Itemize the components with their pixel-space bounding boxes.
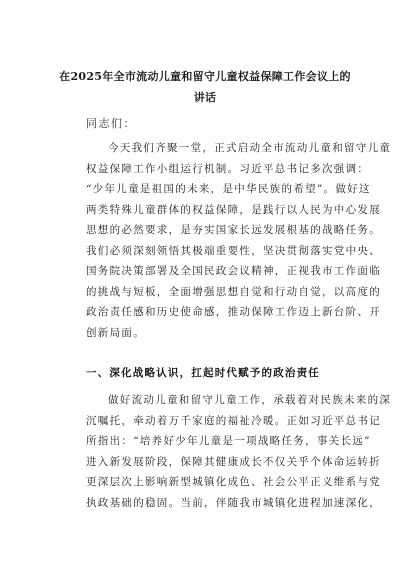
paragraph-line: 沉嘱托，牵动着万千家庭的福祉冷暖。正如习近平总书记	[86, 414, 381, 427]
paragraph-line: 权益保障工作小组运行机制。习近平总书记多次强调：	[86, 162, 370, 175]
paragraph-line: 更深层次上影响新型城镇化成色、社会公平正义维系与党	[86, 476, 381, 488]
paragraph-line: 今天我们齐聚一堂，正式启动全市流动儿童和留守儿童	[108, 142, 392, 154]
paragraph-line: 创新局面。	[86, 326, 145, 339]
title-line-2: 讲话	[193, 91, 217, 104]
paragraph-line: 进入新发展阶段，保障其健康成长不仅关乎个体命运转折	[86, 455, 381, 468]
title-line-1: 在2025年全市流动儿童和留守儿童权益保障工作会议上的	[59, 70, 351, 83]
section-heading-1: 一、深化战略认识，扛起时代赋予的政治责任	[86, 367, 320, 379]
paragraph-line: “少年儿童是祖国的未来，是中华民族的希望”。做好这	[86, 183, 371, 195]
document-title	[40, 66, 370, 108]
paragraph-line: 执政基础的稳固。当前，伴随我市城镇化进程加速深化，	[86, 496, 381, 509]
salutation: 同志们：	[86, 117, 136, 130]
paragraph-line: 国务院决策部署及全国民政会议精神，正视我市工作面临	[86, 265, 381, 277]
paragraph-1	[86, 138, 392, 343]
paragraph-line: 政治责任感和历史使命感，推动保障工作迈上新台阶、开	[86, 306, 381, 318]
paragraph-line: 我们必须深刻领悟其极端重要性，坚决贯彻落实党中央、	[86, 244, 381, 257]
paragraph-line: 思想的必然要求，是夯实国家长远发展根基的战略任务。	[86, 224, 381, 236]
paragraph-line: 的挑战与短板，全面增强思想自觉和行动自觉，以高度的	[86, 285, 381, 298]
paragraph-line: 两类特殊儿童群体的权益保障，是践行以人民为中心发展	[86, 203, 381, 216]
paragraph-2	[86, 390, 392, 513]
paragraph-line: 做好流动儿童和留守儿童工作，承载着对民族未来的深	[108, 394, 392, 406]
paragraph-line: 所指出：“培养好少年儿童是一项战略任务，事关长远”	[86, 435, 371, 447]
